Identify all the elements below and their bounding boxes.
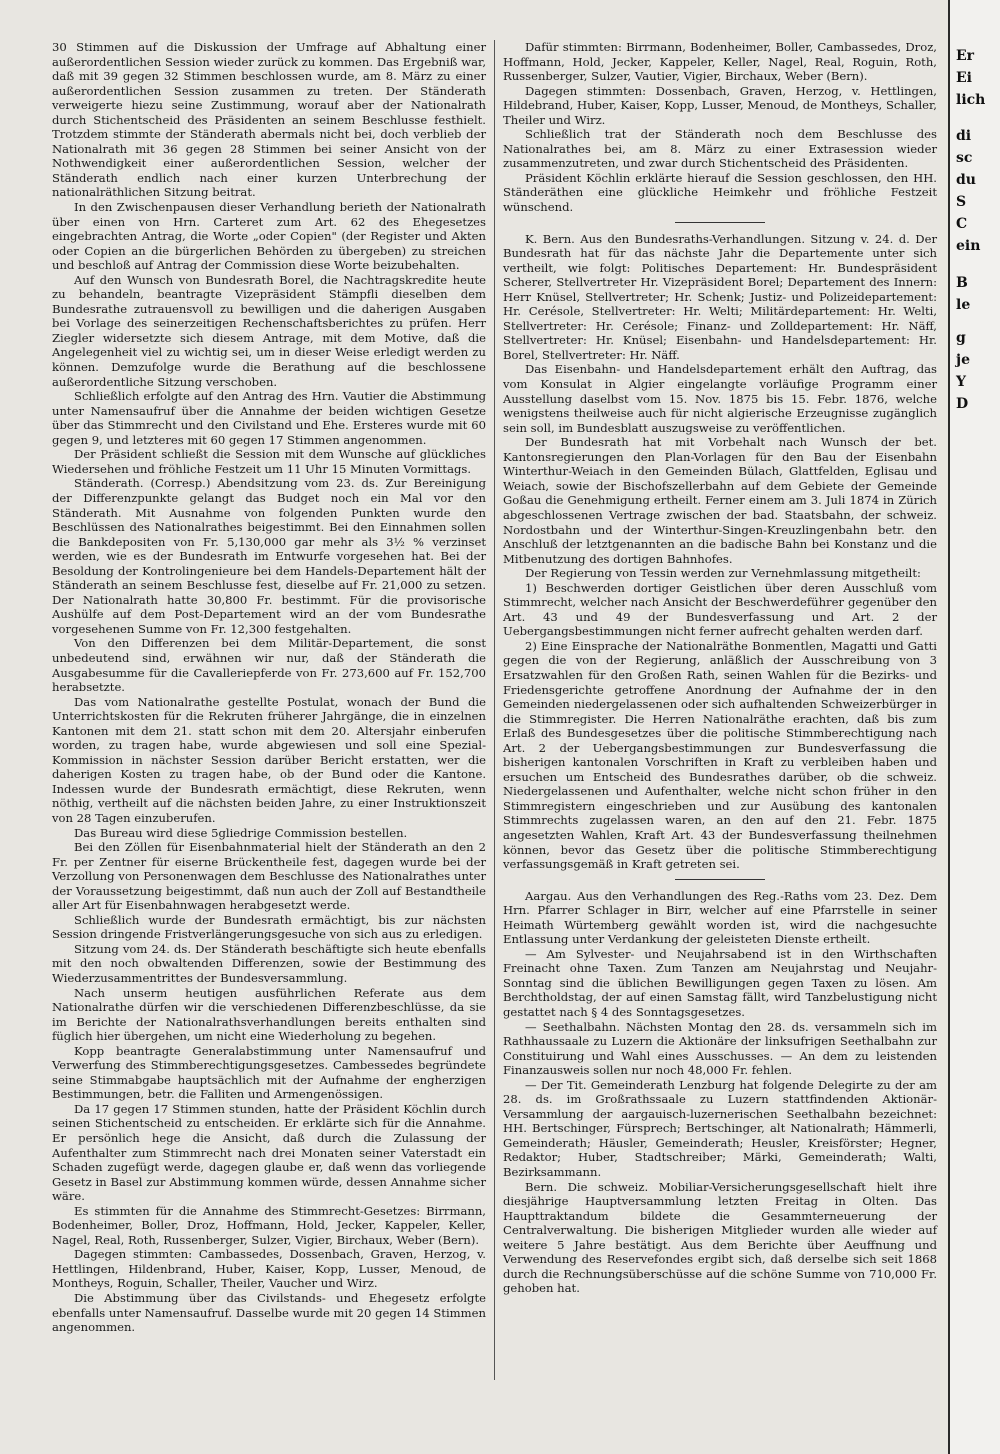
edge-fragment: D xyxy=(956,396,969,412)
paragraph: Der Regierung von Tessin werden zur Vernehmlassung mitgetheilt: xyxy=(525,566,921,581)
edge-fragment: du xyxy=(956,172,976,188)
paragraph: Dagegen stimmten: Dossenbach, Graven, Herzog, v. Hettlingen, Hildebrand, Huber, Kaiser, Kopp, Lusser, Menoud, de Montheys, Schaller, Theiler und Wirz. xyxy=(503,83,937,127)
paragraph: Ständerath. (Corresp.) Abendsitzung vom 23. ds. Zur Bereinigung der Differenzpunkte gelangt das Budget noch ein Mal vor den Ständerath. Mit Ausnahme von folgenden Punkten wurde den Beschlüssen des Nationalrathes beigestimmt. Bei den Einnahmen sollen die Bankdepositen von Fr. 5,130,000 gar mehr als 3½ % verzinset werden, wie es der Bundesrath im Entwurfe vorgesehen hat. Bei der Besoldung der Kontrolingenieure bei dem Handels-Departement hält der Ständerath an seinem Beschlusse fest, dieselbe auf Fr. 21,000 zu setzen. Der Nationalrath hatte 30,800 Fr. bestimmt. Für die provisorische Aushülfe auf dem Post-Departement wird an der vom Bundesrathe vorgesehenen Summe von Fr. 12,300 festgehalten. xyxy=(52,476,486,636)
paragraph: — Der Tit. Gemeinderath Lenzburg hat folgende Delegirte zu der am 28. ds. im Großrathssaale zu Luzern stattfindenden Aktionär-Versammlung der aargauisch-luzernerischen Seethalbahn bezeichnet: HH. Bertschinger, Fürsprech; Bertschinger, alt Nationalrath; Hämmerli, Gemeinderath; Häusler, Gemeinderath; Heusler, Kreisförster; Hegner, Redaktor; Huber, Stadtschreiber; Märki, Gemeinderath; Walti, Bezirksammann. xyxy=(503,1077,937,1180)
paragraph: Nach unserm heutigen ausführlichen Referate aus dem Nationalrathe dürfen wir die verschiedenen Differenzbeschlüsse, da sie im Berichte der Nationalrathsverhandlungen bereits enthalten sind füglich hier übergehen, um nicht eine Wiederholung zu begehen. xyxy=(52,985,486,1044)
column-divider xyxy=(494,40,495,1380)
left-column xyxy=(52,40,486,1335)
paragraph: Kopp beantragte Generalabstimmung unter Namensaufruf und Verwerfung des Stimmberechtigungsgesetzes. Cambessedes begründete seine Stimmabgabe hauptsächlich mit der Aufnahme der engherzigen Bestimmungen, betr. die Falliten und Armengenössigen. xyxy=(52,1043,486,1102)
paragraph: — Seethalbahn. Nächsten Montag den 28. ds. versammeln sich im Rathhaussaale zu Luzern die Aktionäre der linksufrigen Seethalbahn zur Constituirung und Wahl eines Ausschusses. — An dem zu leistenden Finanzausweis sollen nur noch 48,000 Fr. fehlen. xyxy=(503,1019,937,1078)
paragraph: Der Präsident schließt die Session mit dem Wunsche auf glückliches Wiedersehen und fröhliche Festzeit um 11 Uhr 15 Minuten Vormittags. xyxy=(52,447,486,476)
edge-fragment: di xyxy=(956,128,972,144)
paragraph: Präsident Köchlin erklärte hierauf die Session geschlossen, den HH. Ständeräthen eine glückliche Heimkehr und fröhliche Festzeit wünschend. xyxy=(503,170,937,215)
edge-fragment: C xyxy=(956,216,968,232)
edge-fragment: Ei xyxy=(956,70,972,86)
paragraph: Der Bundesrath hat mit Vorbehalt nach Wunsch der bet. Kantonsregierungen den Plan-Vorlagen für den Bau der Eisenbahn Winterthur-Weiach in den Gemeinden Bülach, Glattfelden, Eglisau und Weiach, sowie der Bischofszellerbahn auf dem Gebiete der Gemeinde Goßau die Genehmigung ertheilt. Ferner einem am 3. Juli 1874 in Zürich abgeschlossenen Vertrage zwischen der bad. Staatsbahn, der schweiz. Nordostbahn und der Winterthur-Singen-Kreuzlingenbahn betr. den Anschluß der letztgenannten an die badische Bahn bei Konstanz und die Mitbenutzung des dortigen Bahnhofes. xyxy=(503,435,937,566)
paragraph: 1) Beschwerden dortiger Geistlichen über deren Ausschluß vom Stimmrecht, welcher nach Ansicht der Beschwerdeführer gegenüber den Art. 43 und 49 der Bundesverfassung und Art. 2 der Uebergangsbestimmungen nicht ferner aufrecht gehalten werden darf. xyxy=(503,580,937,639)
edge-fragment: Er xyxy=(956,48,975,64)
edge-fragment: Y xyxy=(956,374,966,390)
edge-fragment: S xyxy=(956,194,967,210)
paragraph: Auf den Wunsch von Bundesrath Borel, die Nachtragskredite heute zu behandeln, beantragte Vizepräsident Stämpfli dieselben dem Bundesrathe zutrauensvoll zu bewilligen und die daherigen Ausgaben bei Vorlage des seinerzeitigen Rechenschaftsberichtes zu prüfen. Herr Ziegler widersetzte sich diesem Antrage, mit dem Motive, daß die Angelegenheit viel zu wichtig sei, um in dieser Weise erledigt werden zu können. Demzufolge wurde die Berathung auf die beschlossene außerordentliche Sitzung verschoben. xyxy=(52,272,486,389)
paragraph: 30 Stimmen auf die Diskussion der Umfrage auf Abhaltung einer außerordentlichen Session wieder zurück zu kommen. Das Ergebniß war, daß mit 39 gegen 32 Stimmen beschlossen wurde, am 8. März zu einer außerordentlichen Session zusammen zu treten. Der Ständerath verweigerte hiezu seine Zustimmung, worauf aber der Nationalrath durch Stichentscheid des Präsidenten an seinem Beschlusse festhielt. Trotzdem stimmte der Ständerath abermals nicht bei, doch verblieb der Nationalrath mit 36 gegen 28 Stimmen bei seiner Ansicht von der Nothwendigkeit einer außerordentlichen Session, welcher der Ständerath endlich nach einer kurzen Unterbrechung der nationalräthlichen Sitzung beitrat. xyxy=(52,40,486,200)
paragraph: Das Bureau wird diese 5gliedrige Commission bestellen. xyxy=(74,825,408,840)
paragraph: Bei den Zöllen für Eisenbahnmaterial hielt der Ständerath an den 2 Fr. per Zentner für eiserne Brückentheile fest, dagegen wurde bei der Verzollung von Personenwagen dem Beschlusse des Nationalrathes unter der Voraussetzung beigestimmt, daß nun auch der Zoll auf Bestandtheile aller Art für Eisenbahnwagen herabgesetzt werde. xyxy=(52,840,486,913)
edge-fragment: B xyxy=(956,275,968,291)
paragraph: — Am Sylvester- und Neujahrsabend ist in den Wirthschaften Freinacht ohne Taxen. Zum Tanzen am Neujahrstag und Neujahr-Sonntag sind die üblichen Bewilligungen gegen Taxen zu lösen. Am Berchtholdstag, der auf einen Samstag fällt, wird Tanzbelustigung nicht gestattet nach § 4 des Sonntagsgesetzes. xyxy=(503,946,937,1019)
edge-fragment: le xyxy=(956,297,971,313)
paragraph: Das vom Nationalrathe gestellte Postulat, wonach der Bund die Unterrichtskosten für die Rekruten früherer Jahrgänge, die in einzelnen Kantonen mit dem 21. statt schon mit dem 20. Altersjahr einberufen worden, zu tragen habe, wurde abgewiesen und soll eine Spezial-Kommission in nächster Session darüber Bericht erstatten, wer die daherigen Kosten zu tragen habe, ob der Bund oder die Kantone. Indessen wurde der Bundesrath ermächtigt, diese Rekruten, wenn nöthig, vertheilt auf die nächsten beiden Jahre, zu einer Instruktionszeit von 28 Tagen einzuberufen. xyxy=(52,694,486,825)
paragraph: In den Zwischenpausen dieser Verhandlung berieth der Nationalrath über einen von Hrn. Carteret zum Art. 62 des Ehegesetzes eingebrachten Antrag, die Worte „oder Copien" (der Register und Akten oder Copien an die bürgerlichen Behörden zu übergeben) zu streichen und beschloß auf Antrag der Commission diese Worte beizubehalten. xyxy=(52,200,486,273)
paragraph: Schließlich trat der Ständerath noch dem Beschlusse des Nationalrathes bei, am 8. März zu einer Extrasession wieder zusammenzutreten, und zwar durch Stichentscheid des Präsidenten. xyxy=(503,127,937,171)
paragraph: Es stimmten für die Annahme des Stimmrecht-Gesetzes: Birrmann, Bodenheimer, Boller, Droz, Hoffmann, Hold, Jecker, Kappeler, Keller, Nagel, Real, Roth, Russenberger, Sulzer, Vigier, Birchaux, Weber (Bern). xyxy=(52,1203,486,1247)
edge-fragment: ein xyxy=(956,238,981,254)
paragraph: Schließlich wurde der Bundesrath ermächtigt, bis zur nächsten Session dringende Fristverlängerungsgesuche von sich aus zu erledigen. xyxy=(52,912,486,942)
edge-fragment: g xyxy=(956,330,966,346)
paragraph: Die Abstimmung über das Civilstands- und Ehegesetz erfolgte ebenfalls unter Namensaufruf. Dasselbe wurde mit 20 gegen 14 Stimmen angenommen. xyxy=(52,1291,486,1335)
paragraph: 2) Eine Einsprache der Nationalräthe Bonmentlen, Magatti und Gatti gegen die von der Regierung, anläßlich der Ausschreibung von 3 Ersatzwahlen für den Großen Rath, seinen Wahlen für die Bezirks- und Friedensgerichte getroffene Anordnung der Aufnahme der in den Gemeinden niedergelassenen oder sich aufhaltenden Schweizerbürger in die Stimmregister. Die Herren Nationalräthe erachten, daß bis zum Erlaß des Bundesgesetzes über die politische Stimmberechtigung nach Art. 2 der Uebergangsbestimmungen zur Bundesverfassung die bisherigen kantonalen Vorschriften in Kraft zu verbleiben haben und ersuchen um Entscheid des Bundesrathes darüber, ob die schweiz. Niedergelassenen und Aufenthalter, welche nicht schon früher in den Stimmregistern eingeschrieben und zur Ausübung des kantonalen Stimmrechts zugelassen waren, an den auf den 21. Febr. 1875 angesetzten Wahlen, Kraft Art. 43 der Bundesverfassung theilnehmen können, bevor das Gesetz über die politische Stimmberechtigung verfassungsgemäß in Kraft getreten sei. xyxy=(503,638,937,872)
article-bern: K. Bern. Aus den Bundesraths-Verhandlungen. Sitzung v. 24. d. Der Bundesrath hat für das nächste Jahr die Departemente unter sich vertheilt, wie folgt: Politisches Departement: Hr. Bundespräsident Scherer, Stellvertreter Hr. Vizepräsident Borel; Departement des Innern: Herr Knüsel, Stellvertreter; Hr. Schenk; Justiz- und Polizeidepartement: Hr. Cerésole, Stellvertreter: Hr. Welti; Militärdepartement: Hr. Welti, Stellvertreter: Hr. Cerésole; Finanz- und Zolldepartement: Hr. Näff, Stellvertreter: Hr. Knüsel; Eisenbahn- und Handelsdepartement: Hr. Borel, Stellvertreter: Hr. Näff. xyxy=(503,231,937,362)
paragraph: Sitzung vom 24. ds. Der Ständerath beschäftigte sich heute ebenfalls mit den noch obwaltenden Differenzen, sowie der Bestimmung des Wiederzusammentrittes der Bundesversammlung. xyxy=(52,941,486,985)
edge-fragment: lich xyxy=(956,92,986,108)
paragraph: Bern. Die schweiz. Mobiliar-Versicherungsgesellschaft hielt ihre diesjährige Hauptversammlung letzten Freitag in Olten. Das Haupttraktandum bildete die Gesammterneuerung der Centralverwaltung. Die bisherigen Mitglieder wurden alle wieder auf weitere 5 Jahre bestätigt. Aus dem Berichte über Aeuffnung und Verwendung des Reservefondes ergibt sich, daß derselbe sich seit 1868 durch die Rechnungsüberschüsse auf die schöne Summe von 710,000 Fr. gehoben hat. xyxy=(503,1179,937,1296)
paragraph: Da 17 gegen 17 Stimmen stunden, hatte der Präsident Köchlin durch seinen Stichentscheid zu entscheiden. Er erklärte sich für die Annahme. Er persönlich hege die Ansicht, daß durch die Zulassung der Aufenthalter zum Stimmrecht nach drei Monaten seiner Vaterstadt ein Schaden zugefügt werde, dagegen glaube er, daß wenn das vorliegende Gesetz in Basel zur Abstimmung kommen würde, dessen Annahme sicher wäre. xyxy=(52,1101,486,1204)
right-column xyxy=(503,40,937,1296)
adjacent-page-edge xyxy=(948,0,1000,1454)
paragraph: Dafür stimmten: Birrmann, Bodenheimer, Boller, Cambassedes, Droz, Hoffmann, Hold, Jecker, Kappeler, Keller, Nagel, Real, Roguin, Roth, Russenberger, Sulzer, Vautier, Vigier, Birchaux, Weber (Bern). xyxy=(503,40,937,84)
paragraph: Dagegen stimmten: Cambassedes, Dossenbach, Graven, Herzog, v. Hettlingen, Hildenbrand, Huber, Kaiser, Kopp, Lusser, Menoud, de Montheys, Roguin, Schaller, Theiler, Vaucher und Wirz. xyxy=(52,1247,486,1291)
article-aargau: Aargau. Aus den Verhandlungen des Reg.-Raths vom 23. Dez. Dem Hrn. Pfarrer Schlager in Birr, welcher auf eine Pfarrstelle in seiner Heimath Würtemberg gewählt worden ist, wird die nachgesuchte Entlassung unter Verdankung der geleisteten Dienste ertheilt. xyxy=(503,888,937,947)
section-divider xyxy=(675,879,765,880)
paragraph: Von den Differenzen bei dem Militär-Departement, die sonst unbedeutend sind, erwähnen wir nur, daß der Ständerath die Ausgabesumme für die Cavalleriepferde von Fr. 273,600 auf Fr. 152,700 herabsetzte. xyxy=(52,636,486,695)
paragraph: Das Eisenbahn- und Handelsdepartement erhält den Auftrag, das vom Konsulat in Algier eingelangte vorläufige Programm einer Ausstellung daselbst vom 15. Nov. 1875 bis 15. Febr. 1876, welche wenigstens theilweise auch für nicht algierische Erzeugnisse zugänglich sein soll, im Bundesblatt auszugsweise zu veröffentlichen. xyxy=(503,362,937,435)
paragraph: Schließlich erfolgte auf den Antrag des Hrn. Vautier die Abstimmung unter Namensaufruf über die Annahme der beiden wichtigen Gesetze über das Stimmrecht und den Civilstand und Ehe. Ersteres wurde mit 60 gegen 9, und letzteres mit 60 gegen 17 Stimmen angenommen. xyxy=(52,389,486,447)
edge-fragment: sc xyxy=(956,150,973,166)
edge-fragment: je xyxy=(956,352,970,368)
section-divider xyxy=(675,222,765,223)
